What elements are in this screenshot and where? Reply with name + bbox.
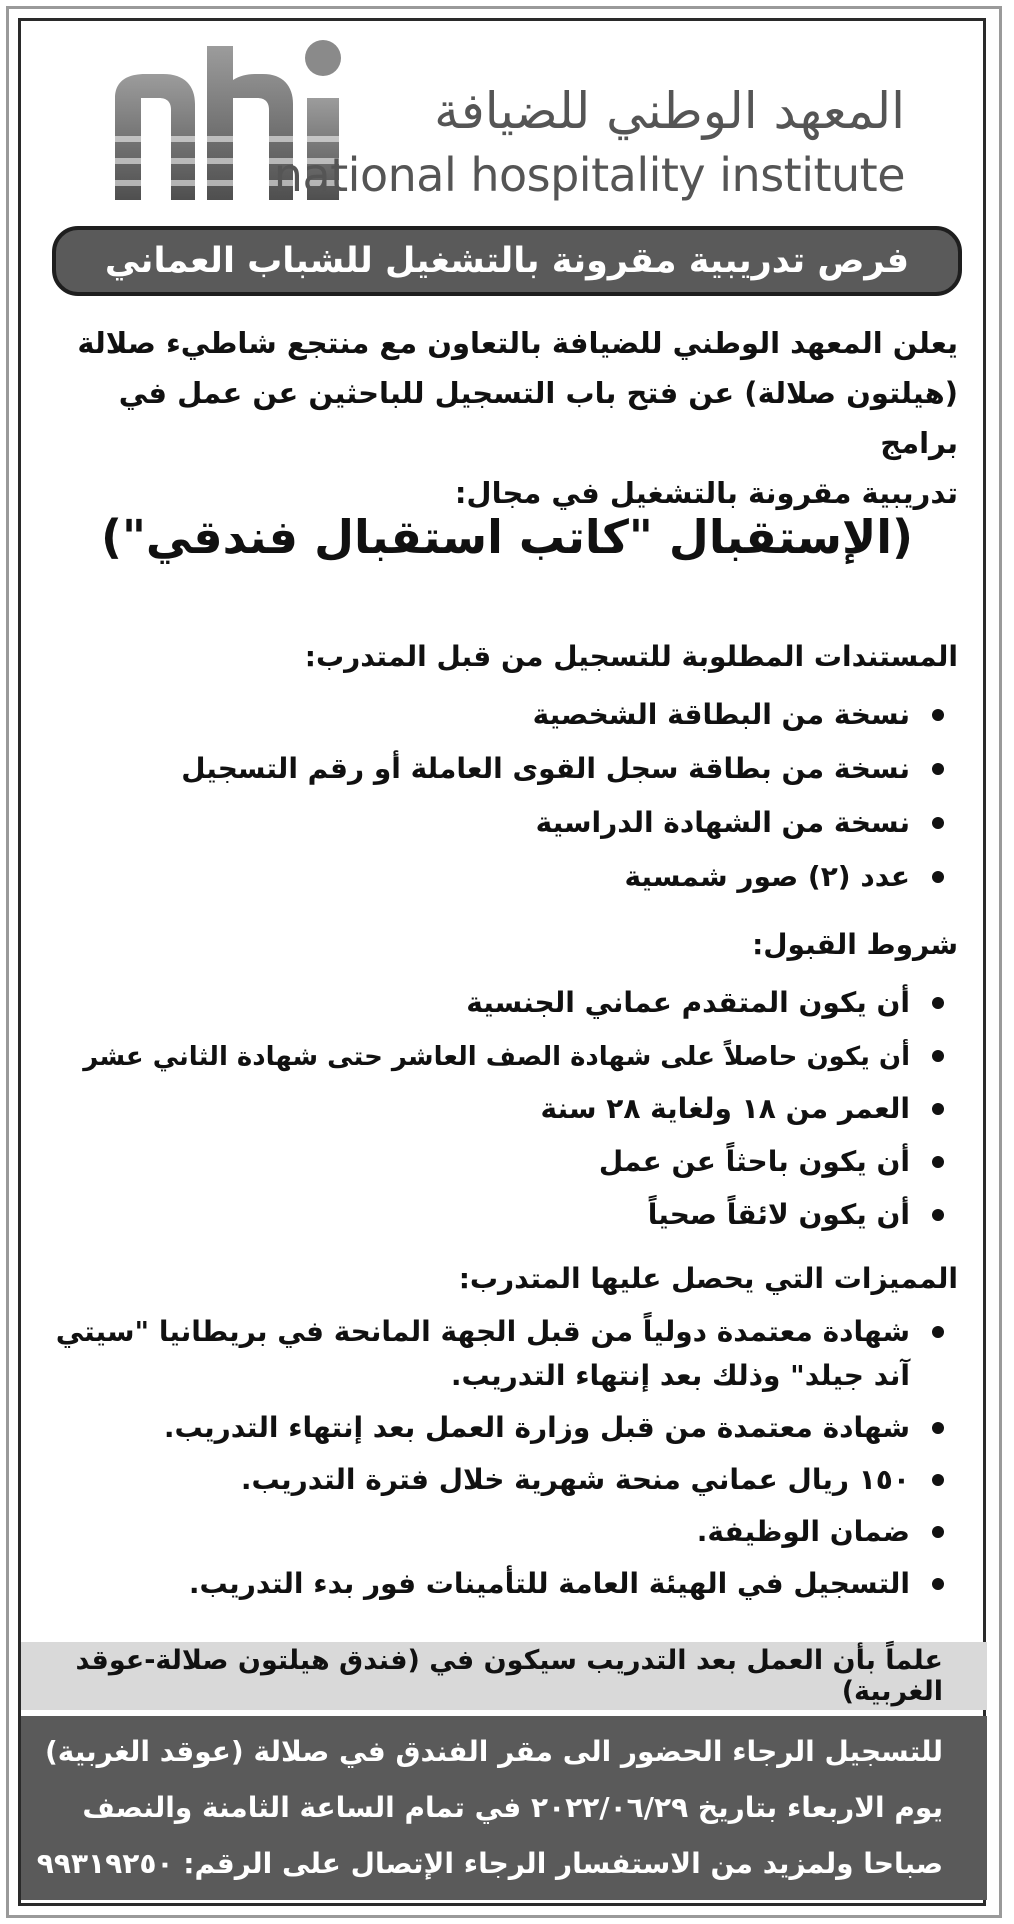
intro-paragraph (58, 318, 958, 518)
bullet-icon (932, 1422, 944, 1434)
list-item-text: أن يكون المتقدم عماني الجنسية (466, 986, 910, 1019)
page-title: فرص تدريبية مقرونة بالتشغيل للشباب العماني (104, 241, 910, 281)
list-item (48, 976, 958, 1029)
bullet-icon (932, 1156, 944, 1168)
registration-footer (21, 1716, 987, 1900)
logo-name-arabic: المعهد الوطني للضيافة (434, 82, 905, 140)
employment-note-text: علماً بأن العمل بعد التدريب سيكون في (فندق هيلتون صلالة-عوقد الغربية) (75, 1645, 943, 1707)
bullet-icon (932, 1526, 944, 1538)
list-item (48, 688, 958, 742)
footer-line: صباحا ولمزيد من الاستفسار الرجاء الإتصال على الرقم: ٩٩٣١٩٢٥٠ (36, 1847, 943, 1880)
benefits-heading: المميزات التي يحصل عليها المتدرب: (458, 1262, 958, 1295)
conditions-heading: شروط القبول: (752, 928, 958, 961)
list-item-text: نسخة من البطاقة الشخصية (532, 698, 910, 731)
employment-note (21, 1642, 987, 1710)
intro-line: تدريبية مقرونة بالتشغيل في مجال: (454, 476, 958, 510)
list-item-text: ١٥٠ ريال عماني منحة شهرية خلال فترة التدريب. (240, 1463, 910, 1496)
list-item (48, 1188, 958, 1241)
bullet-icon (932, 1578, 944, 1590)
bullet-icon (932, 817, 944, 829)
list-item (48, 1562, 958, 1606)
bullet-icon (932, 1103, 944, 1115)
list-item-text: شهادة معتمدة دولياً من قبل الجهة المانحة في بريطانيا "سيتي آند جيلد" وذلك بعد إنتهاء التدريب. (55, 1315, 910, 1392)
list-item-text: أن يكون لائقاً صحياً (647, 1198, 910, 1231)
bullet-icon (932, 1050, 944, 1062)
footer-line: يوم الاربعاء بتاريخ ٢٠٢٢/٠٦/٢٩ في تمام الساعة الثامنة والنصف (82, 1791, 943, 1824)
list-item-text: العمر من ١٨ ولغاية ٢٨ سنة (540, 1092, 910, 1125)
list-item (48, 1406, 958, 1450)
documents-heading: المستندات المطلوبة للتسجيل من قبل المتدرب: (304, 640, 958, 673)
bullet-icon (932, 997, 944, 1009)
list-item-text: التسجيل في الهيئة العامة للتأمينات فور بدء التدريب. (188, 1567, 910, 1600)
list-item (48, 1458, 958, 1502)
list-item (48, 1510, 958, 1554)
institute-logo (115, 40, 905, 210)
bullet-icon (932, 871, 944, 883)
intro-line: (هيلتون صلالة) عن فتح باب التسجيل للباحثين عن عمل في برامج (118, 376, 958, 460)
inner-border (18, 18, 986, 1906)
footer-line: للتسجيل الرجاء الحضور الى مقر الفندق في صلالة (عوقد الغربية) (44, 1735, 943, 1768)
list-item (48, 796, 958, 850)
list-item-text: عدد (٢) صور شمسية (624, 860, 910, 893)
list-item (48, 1310, 958, 1398)
benefits-list (48, 1310, 958, 1606)
bullet-icon (932, 1326, 944, 1338)
list-item (48, 850, 958, 904)
list-item-text: ضمان الوظيفة. (696, 1515, 910, 1548)
bullet-icon (932, 709, 944, 721)
list-item (48, 1135, 958, 1188)
list-item-text: أن يكون باحثاً عن عمل (598, 1145, 910, 1178)
conditions-list (48, 976, 958, 1241)
intro-line: يعلن المعهد الوطني للضيافة بالتعاون مع منتجع شاطيء صلالة (77, 326, 958, 360)
logo-name-english: national hospitality institute (273, 148, 905, 202)
list-item-text: نسخة من بطاقة سجل القوى العاملة أو رقم التسجيل (181, 752, 910, 785)
bullet-icon (932, 1209, 944, 1221)
list-item (48, 1082, 958, 1135)
list-item (48, 742, 958, 796)
list-item-text: أن يكون حاصلاً على شهادة الصف العاشر حتى شهادة الثاني عشر (83, 1042, 910, 1072)
bullet-icon (932, 763, 944, 775)
documents-list (48, 688, 958, 904)
title-banner (52, 226, 962, 296)
list-item-text: نسخة من الشهادة الدراسية (535, 806, 910, 839)
list-item-text: شهادة معتمدة من قبل وزارة العمل بعد إنتهاء التدريب. (163, 1411, 910, 1444)
list-item (48, 1029, 958, 1082)
program-title: (الإستقبال "كاتب استقبال فندقي") (100, 510, 914, 564)
bullet-icon (932, 1474, 944, 1486)
